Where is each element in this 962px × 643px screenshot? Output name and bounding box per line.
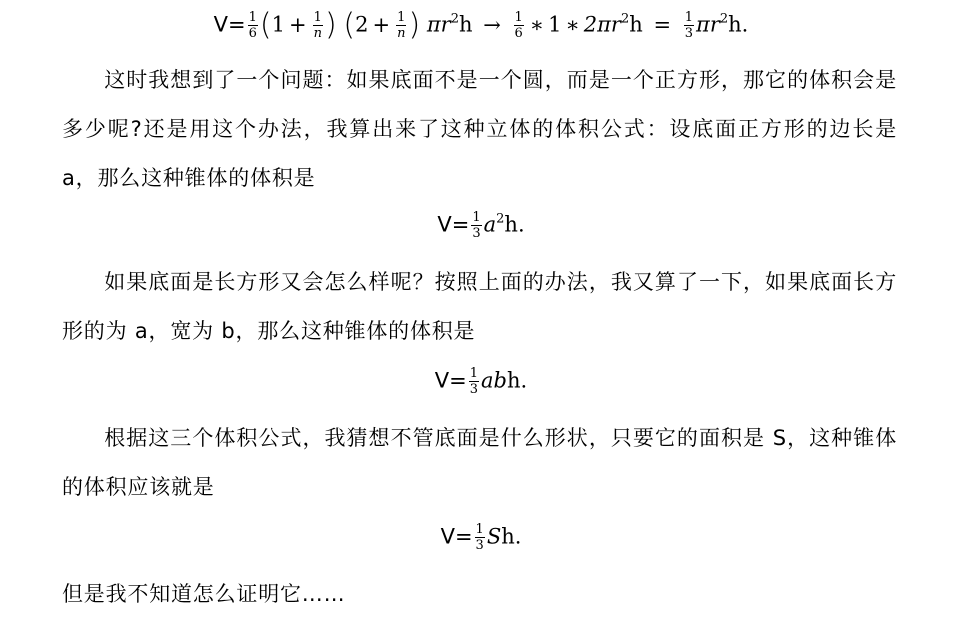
fraction-one-third: $\frac{1}{3}$ — [472, 210, 481, 241]
paragraph-general-base — [62, 414, 897, 512]
formula-general-cone: V= $\frac{1}{3}$ Sh. — [440, 522, 522, 553]
left-paren: ( — [343, 7, 356, 43]
right-paren: ) — [408, 7, 421, 43]
formula-cone-volume-limit: V= $\frac{1}{6}$ (1 + $\frac{1}{n}$ ) (2 + $\frac{1}{n}$ ) $\pi r^2h$ → $\frac{1}{6}$ ∗ 1 ∗ $2\pi r^2h$ = $\frac{1}{3}$ $\pi r^2h$. — [213, 7, 749, 43]
fraction-one-third: $\frac{1}{3}$ — [469, 366, 479, 397]
fraction-one-sixth: $\frac{1}{6}$ — [248, 10, 257, 41]
paragraph-square-base — [62, 56, 897, 203]
paragraph-text: 根据这三个体积公式，我猜想不管底面是什么形状，只要它的面积是 S，这种锥体的体积应该就是 — [62, 426, 897, 499]
formula-square-pyramid: V= $\frac{1}{3}$ $a^2h$. — [437, 210, 525, 241]
paragraph-text: 如果底面是长方形又会怎么样呢？按照上面的办法，我又算了一下，如果底面长方形的为 a，宽为 b，那么这种锥体的体积是 — [62, 270, 897, 343]
closing-line — [62, 570, 897, 619]
formula-v-label: V= — [213, 12, 246, 37]
fraction-one-third: $\frac{1}{3}$ — [684, 10, 694, 41]
fraction-one-sixth: $\frac{1}{6}$ — [514, 10, 523, 41]
fraction-one-third: $\frac{1}{3}$ — [475, 522, 484, 553]
right-paren: ) — [324, 7, 337, 43]
left-paren: ( — [259, 7, 272, 43]
formula-v-label: V= — [437, 212, 470, 237]
formula-v-label: V= — [434, 368, 467, 393]
formula-rectangle-pyramid: V= $\frac{1}{3}$ abh. — [434, 366, 528, 397]
fraction-one-over-n: $\frac{1}{n}$ — [313, 10, 322, 41]
fraction-one-over-n: $\frac{1}{n}$ — [397, 10, 406, 41]
arrow-symbol: → — [483, 12, 501, 37]
formula-v-label: V= — [440, 524, 473, 549]
closing-text: 但是我不知道怎么证明它…… — [62, 582, 346, 606]
paragraph-rectangle-base — [62, 258, 897, 356]
paragraph-text: 这时我想到了一个问题：如果底面不是一个圆，而是一个正方形，那它的体积会是多少呢?还是用这个办法，我算出来了这种立体的体积公式：设底面正方形的边长是 a，那么这种锥体的体积是 — [62, 68, 897, 190]
